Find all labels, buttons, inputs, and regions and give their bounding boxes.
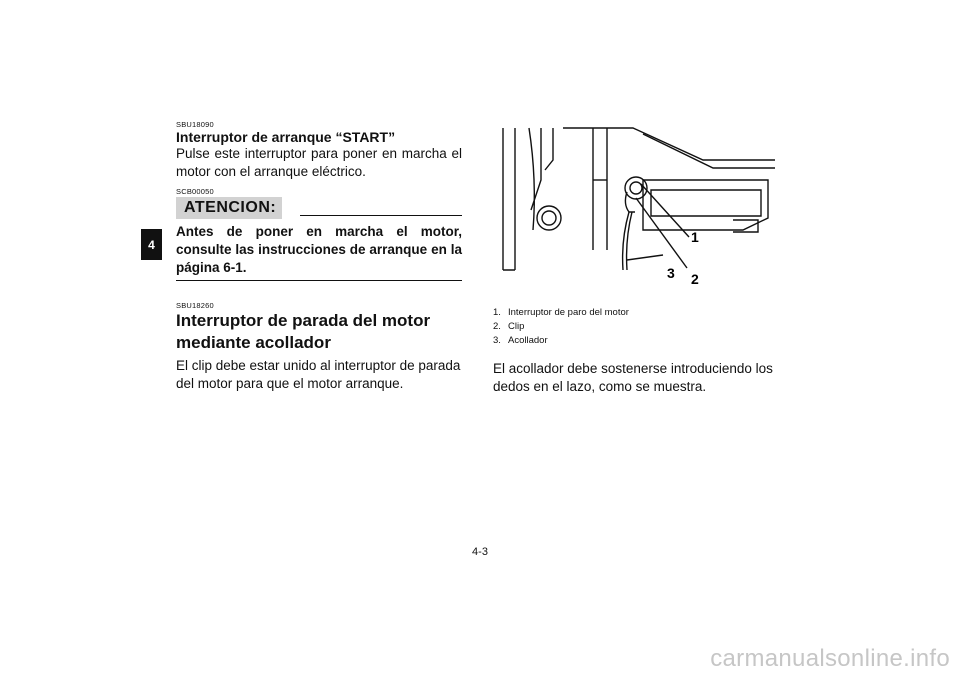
start-switch-text: Pulse este interruptor para poner en marcha el motor con el arranque eléctrico. bbox=[176, 146, 462, 179]
lanyard-instruction-text: El acollador debe sostenerse introduciendo los dedos en el lazo, como se muestra. bbox=[493, 361, 773, 394]
engine-stop-switch-illustration bbox=[493, 120, 775, 298]
section-title-lanyard: Interruptor de parada del motor mediante acollador bbox=[176, 311, 431, 352]
warning-text: Antes de poner en marcha el motor, consulte las instrucciones de arranque en la página 6-1. bbox=[176, 223, 462, 281]
callout-3: 3 bbox=[667, 265, 675, 281]
caption-item: 1. Interruptor de paro del motor bbox=[493, 307, 629, 318]
callout-2: 2 bbox=[691, 271, 699, 287]
left-column bbox=[176, 120, 462, 393]
chapter-tab: 4 bbox=[141, 229, 162, 260]
caption-item: 2. Clip bbox=[493, 321, 525, 332]
callout-1: 1 bbox=[691, 229, 699, 245]
figure-captions bbox=[493, 306, 775, 348]
warning-rule bbox=[300, 215, 462, 216]
warning-header bbox=[176, 197, 462, 219]
watermark: carmanualsonline.info bbox=[710, 645, 950, 672]
lanyard-switch-text: El clip debe estar unido al interruptor de parada del motor para que el motor arranque. bbox=[176, 358, 461, 391]
section-code: SBU18090 bbox=[176, 120, 214, 129]
page-number: 4-3 bbox=[472, 546, 488, 558]
right-column bbox=[493, 120, 775, 396]
warning-label: ATENCION: bbox=[176, 197, 282, 219]
caption-item: 3. Acollador bbox=[493, 335, 548, 346]
warning-code: SCB00050 bbox=[176, 187, 214, 196]
section-code: SBU18260 bbox=[176, 301, 214, 310]
section-title-start: Interruptor de arranque “START” bbox=[176, 129, 396, 145]
